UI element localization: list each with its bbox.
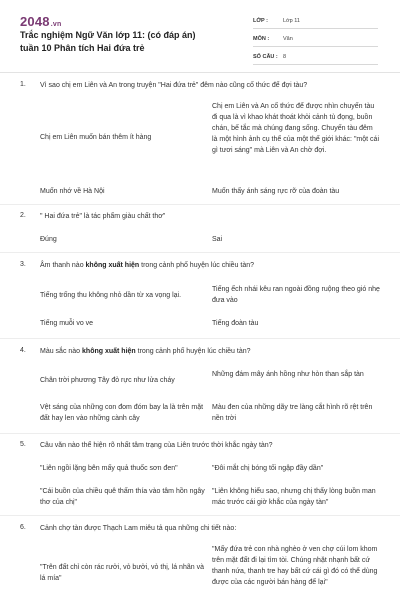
info-value: Văn [283,36,293,42]
info-row-class [253,14,378,29]
info-row-count [253,50,378,65]
question-divider [0,338,400,339]
answer-option[interactable]: Chị em Liên và An cố thức để được nhìn chuyến tàu đi qua là vì khao khát thoát khỏi cảnh tù đọng, buồn chán, bế tắc mà chúng đang sống. Chuyến tàu đêm là một hình ảnh cụ thể của một thế giới khác: "một cái gì tươi sáng" mà Liên và An chờ đợi. [212,103,379,154]
quiz-info [253,14,378,68]
question-text [40,347,380,357]
info-label: MÔN : [253,36,270,42]
answer-option[interactable]: Sai [212,236,223,243]
page-header [0,0,400,70]
answer-option[interactable]: Muốn thấy ánh sáng rực rỡ của đoàn tàu [212,188,340,195]
answer-option[interactable]: Tiếng ếch nhái kêu ran ngoài đồng ruộng theo gió nhẹ đưa vào [212,286,380,304]
question-text: Vì sao chị em Liên và An trong truyện "Hai đứa trẻ" đêm nào cũng cố thức để đợi tàu? [40,82,308,89]
info-value: Lớp 11 [283,18,300,24]
question-number: 4. [20,347,26,354]
question-divider [0,515,400,516]
answer-option[interactable]: "Mấy đứa trẻ con nhà nghèo ở ven chợ cúi lom khom trên mặt đất đi lại tìm tòi. Chúng nhặt nhạnh bất cứ thanh nứa, thanh tre hay bất cứ cái gì đó có thể dùng được của các người bán hàng để lại" [212,546,378,586]
answer-option[interactable]: Tiếng trống thu không nhỏ dần từ xa vọng lại. [40,292,182,299]
question-number: 5. [20,441,26,448]
answer-option[interactable]: "Đôi mắt chị bóng tối ngập đầy dần" [212,465,324,472]
answer-option[interactable]: Muốn nhớ về Hà Nội [40,188,105,195]
answer-option[interactable]: "Liên không hiểu sao, nhưng chị thấy lòng buồn man mác trước cái giờ khắc của ngày tàn" [212,488,376,506]
answer-option[interactable]: Chị em Liên muốn bán thêm ít hàng [40,134,152,141]
question-number: 3. [20,261,26,268]
question-text [40,261,380,271]
info-row-subject [253,32,378,47]
info-value: 8 [283,54,287,60]
logo-suffix: .vn [50,21,62,28]
site-logo[interactable] [20,14,61,29]
question-number: 6. [20,524,26,531]
answer-option[interactable]: "Liên ngồi lặng bên mấy quả thuốc sơn đen" [40,465,178,472]
question-text-part: trong cảnh phố huyện lúc chiều tàn? [139,262,255,269]
info-label: SỐ CÂU : [253,54,278,60]
answer-option[interactable]: Tiếng đoàn tàu [212,320,259,327]
question-text: Cảnh chợ tàn được Thạch Lam miêu tả qua những chi tiết nào: [40,525,237,532]
answer-option[interactable]: Vệt sáng của những con đom đóm bay la là trên mặt đất hay len vào những cành cây [40,404,204,422]
answer-option[interactable]: "Cái buồn của chiều quê thấm thía vào tâm hồn ngây thơ của chị" [40,488,205,506]
question-divider [0,252,400,253]
logo-main: 2048 [20,14,50,29]
question-divider [0,433,400,434]
question-text-part: trong cảnh phố huyện lúc chiều tàn? [135,348,251,355]
answer-option[interactable]: Những đám mây ánh hồng như hòn than sắp tàn [212,371,364,378]
page-title: Trắc nghiệm Ngữ Văn lớp 11: (có đáp án) tuần 10 Phân tích Hai đứa trẻ [20,30,196,53]
answer-option[interactable]: Tiếng muỗi vo ve [40,320,94,327]
question-number: 1. [20,81,26,88]
question-number: 2. [20,212,26,219]
answer-option[interactable]: Đúng [40,236,57,243]
question-text: " Hai đứa trẻ" là tác phẩm giàu chất thơ" [40,213,166,220]
question-text-emphasis: không xuất hiện [82,348,136,355]
question-text-part: Màu sắc nào [40,348,83,355]
info-label: LỚP : [253,18,268,24]
question-divider [0,204,400,205]
answer-option[interactable]: Chân trời phương Tây đỏ rực như lửa cháy [40,377,175,384]
question-text: Câu văn nào thể hiện rõ nhất tâm trạng của Liên trước thời khắc ngày tàn? [40,442,273,449]
answer-option[interactable]: Màu đen của những dãy tre làng cắt hình rõ rệt trên nền trời [212,404,373,422]
answer-option[interactable]: "Trên đất chỉ còn rác rưởi, vỏ bưởi, vỏ thị, lá nhãn và lá mía" [40,564,204,582]
header-divider [0,72,400,73]
question-text-emphasis: không xuất hiện [85,262,140,269]
question-text-part: Âm thanh nào [40,262,86,269]
